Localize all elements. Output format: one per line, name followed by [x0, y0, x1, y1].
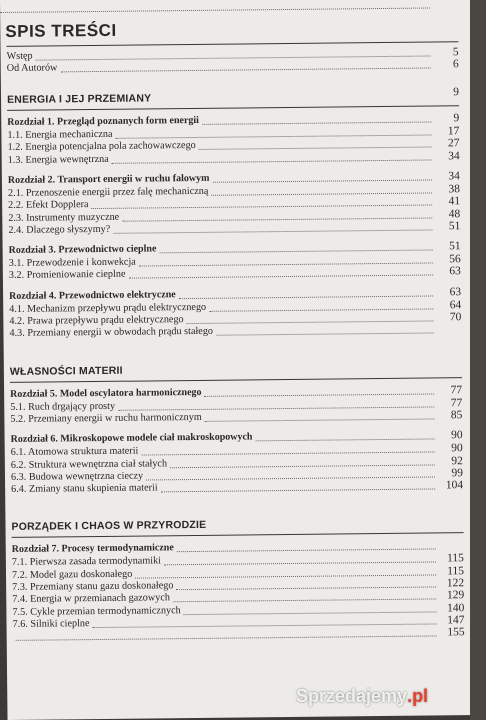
section-entry-label: 7.1. Pierwsza zasada termodynamiki [11, 555, 162, 569]
part-rule [7, 105, 459, 111]
section-entry-leader [204, 418, 434, 421]
section-entry-label: 4.3. Przemiany energii w obwodach prądu stałego [9, 326, 214, 340]
section-entry-leader [112, 159, 432, 163]
watermark-logo: Sprzedajemy.pl [296, 686, 429, 706]
part-rule [10, 377, 462, 383]
section-entry-page-number: 115 [446, 552, 464, 565]
section-entry-label: 2.3. Instrumenty muzyczne [8, 211, 120, 224]
page-title: SPIS TREŚCI [5, 20, 117, 41]
chapter-entry-label: Rozdział 5. Model oscylatora harmonicznego [10, 386, 202, 400]
chapter-entry-label: Rozdział 6. Mikroskopowe modele ciał makroskopowych [10, 431, 253, 446]
part-rule [12, 533, 464, 539]
section-entry-label: 7.5. Cykle przemian termodynamicznych [12, 604, 181, 618]
section-entry-page-number: 140 [447, 601, 465, 614]
section-entry-label: 2.1. Przenoszenie energii przez falę mechaniczną [7, 185, 209, 199]
section-entry-label: 4.1. Mechanizm przepływu prądu elektrycznego [9, 301, 207, 315]
intro-entry-label: Wstęp [6, 50, 33, 62]
section-entry-label: 3.2. Promieniowanie cieplne [8, 269, 126, 282]
section-entry-page-number: 115 [447, 564, 465, 578]
part-heading: PORZĄDEK I CHAOS W PRZYRODZIE [11, 519, 207, 534]
section-entry-page-number: 122 [446, 577, 465, 590]
section-entry-leader [129, 275, 433, 279]
section-entry-leader [161, 489, 435, 493]
part-page [1, 85, 471, 104]
section-entry-leader [16, 636, 437, 641]
section-entry-label: 7.3. Przemiany stanu gazu doskonałego [12, 580, 174, 593]
section-entry-page-number: 70 [449, 311, 462, 324]
intro-entry-label: Od Autorów [6, 62, 58, 74]
part-page-number: 9 [453, 86, 460, 99]
chapter-entry-label: Rozdział 4. Przewodnictwo elektryczne [9, 288, 176, 302]
chapter-entry-page-number: 51 [449, 240, 461, 253]
section-entry-label: 1.3. Energia wewnętrzna [7, 153, 109, 166]
chapter-entry-label: Rozdział 2. Transport energii w ruchu falowym [7, 172, 210, 186]
part-page [4, 357, 474, 376]
section-entry-page-number: 38 [448, 183, 461, 196]
section-entry-page-number: 85 [450, 409, 463, 422]
chapter-entry-page-number: 90 [451, 429, 463, 442]
section-entry-label: 1.1. Energia mechaniczna [7, 128, 113, 141]
section-entry-label: 2.2. Efekt Dopplera [8, 199, 89, 212]
section-entry-leader [113, 229, 432, 233]
section-entry-page-number: 48 [448, 207, 461, 220]
intro-entry-leader [61, 67, 431, 72]
section-entry-label: 1.2. Energia potencjalna pola zachowawczego [7, 140, 196, 154]
book-edge [470, 0, 486, 720]
section-entry-label: 3.1. Przewodzenie i konwekcja [8, 256, 136, 270]
part-heading: WŁASNOŚCI MATERII [9, 364, 123, 378]
section-entry-page-number: 34 [448, 149, 460, 162]
section-entry-label: 7.4. Energia w przemianach gazowych [12, 592, 170, 606]
section-entry-page-number: 41 [448, 195, 461, 208]
section-entry-label: 6.3. Budowa wewnętrzna cieczy [10, 470, 144, 483]
section-entry-page-number: 92 [451, 454, 463, 467]
section-entry-label: 5.2. Przemiany energii w ruchu harmonicznym [10, 411, 202, 425]
chapter-entry-label: Rozdział 1. Przegląd poznanych form energii [7, 114, 199, 128]
intro-entry-page-number: 6 [452, 58, 459, 71]
section-entry-page-number: 77 [450, 396, 463, 409]
section-entry-page-number: 51 [448, 219, 461, 233]
section-entry-page-number: 64 [449, 298, 462, 311]
section-entry-label: 7.6. Silniki cieplne [12, 617, 90, 630]
chapter-entry-label: Rozdział 7. Procesy termodynamiczne [11, 542, 174, 556]
section-entry-label: 7.2. Model gazu doskonałego [11, 568, 133, 581]
section-entry-page-number: 104 [445, 479, 464, 492]
section-entry-label: 6.1. Atomowa struktura materii [10, 445, 139, 459]
section-entry-page-number: 99 [451, 466, 464, 480]
intro-entry-page-number: 5 [452, 46, 459, 59]
section-entry-page-number: 147 [447, 614, 465, 627]
section-entry-page-number: 17 [447, 125, 460, 138]
section-entry-page-number: 155 [447, 626, 465, 639]
section-entry-leader [217, 333, 434, 336]
part-heading: ENERGIA I JEJ PRZEMIANY [6, 92, 152, 106]
section-entry-page-number: 129 [446, 589, 465, 602]
chapter-entry-page-number: 34 [448, 170, 460, 183]
section-entry-page-number: 56 [449, 253, 461, 266]
chapter-entry-page-number: 9 [453, 112, 460, 125]
section-entry-page-number: 90 [451, 442, 463, 455]
section-entry-label: 4.2. Prawa przepływu prądu elektrycznego [9, 314, 184, 327]
section-entry-label: 6.2. Struktura wewnętrzna ciał stałych [10, 457, 168, 471]
section-entry-label: 2.4. Dlaczego słyszymy? [8, 223, 111, 236]
top-line [0, 0, 470, 16]
section-entry-page-number: 27 [447, 137, 460, 150]
chapter-entry-page-number: 63 [449, 285, 462, 298]
chapter-entry-page-number: 77 [450, 383, 463, 396]
chapter-entry-label: Rozdział 3. Przewodnictwo cieplne [8, 243, 157, 257]
section-entry-label: 5.1. Ruch drgający prosty [10, 400, 116, 413]
part-page [5, 512, 475, 534]
section-entry-label: 6.4. Zmiany stanu skupienia materii [11, 482, 158, 496]
section-entry-page-number: 63 [449, 265, 461, 278]
